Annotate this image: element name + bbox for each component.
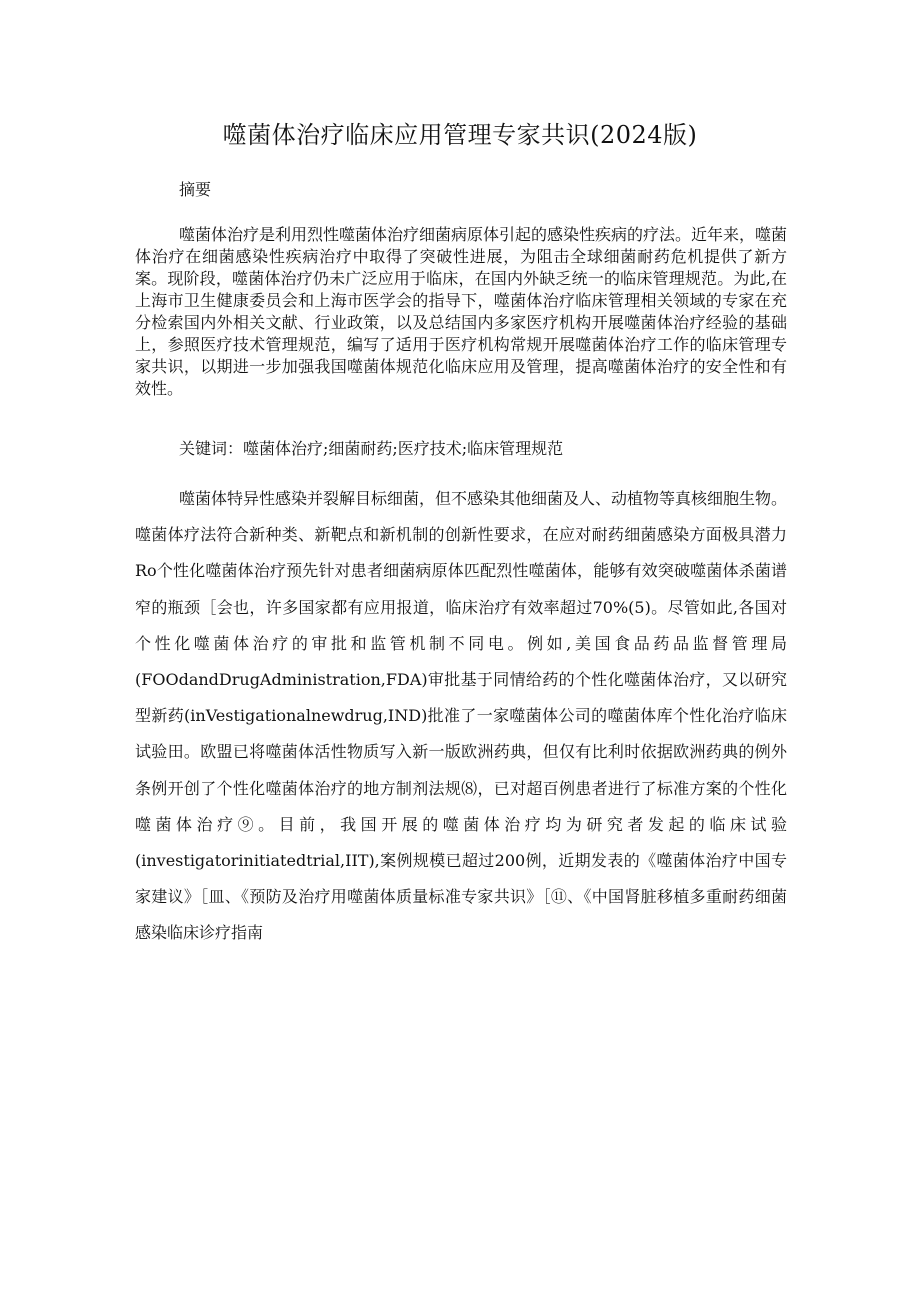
keywords-line: 关键词：噬菌体治疗;细菌耐药;医疗技术;临床管理规范 — [179, 439, 564, 458]
body-paragraph: 噬菌体特异性感染并裂解目标细菌，但不感染其他细菌及人、动植物等真核细胞生物。噬菌体疗法符合新种类、新靶点和新机制的创新性要求，在应对耐药细菌感染方面极具潜力Ro个性化噬菌体治疗预先针对患者细菌病原体匹配烈性噬菌体，能够有效突破噬菌体杀菌谱窄的瓶颈［会也，许多国家都有应用报道，临床治疗有效率超过70%(5)。尽管如此,各国对个性化噬菌体治疗的审批和监管机制不同电。例如,美国食品药品监督管理局(FOOdandDrugAdministration,FDA)审批基于同情给药的个性化噬菌体治疗，又以研究型新药(inVestigationalnewdrug,IND)批准了一家噬菌体公司的噬菌体库个性化治疗临床试验田。欧盟已将噬菌体活性物质写入新一版欧洲药典，但仅有比利时依据欧洲药典的例外条例开创了个性化噬菌体治疗的地方制剂法规⑻，已对超百例患者进行了标准方案的个性化噬菌体治疗⑨。目前，我国开展的噬菌体治疗均为研究者发起的临床试验(investigatorinitiatedtrial,IIT),案例规模已超过200例，近期发表的《噬菌体治疗中国专家建议》［皿、《预防及治疗用噬菌体质量标准专家共识》［⑪、《中国肾脏移植多重耐药细菌感染临床诊疗指南 — [135, 489, 788, 943]
abstract-heading: 摘要 — [179, 180, 212, 199]
page-title: 噬菌体治疗临床应用管理专家共识(2024版) — [222, 121, 698, 149]
abstract-paragraph: 噬菌体治疗是利用烈性噬菌体治疗细菌病原体引起的感染性疾病的疗法。近年来，噬菌体治疗在细菌感染性疾病治疗中取得了突破性进展，为阻击全球细菌耐药危机提供了新方案。现阶段，噬菌体治疗仍未广泛应用于临床，在国内外缺乏统一的临床管理规范。为此,在上海市卫生健康委员会和上海市医学会的指导下，噬菌体治疗临床管理相关领域的专家在充分检索国内外相关文献、行业政策，以及总结国内多家医疗机构开展噬菌体治疗经验的基础上，参照医疗技术管理规范，编写了适用于医疗机构常规开展噬菌体治疗工作的临床管理专家共识，以期进一步加强我国噬菌体规范化临床应用及管理，提高噬菌体治疗的安全性和有效性。 — [135, 225, 788, 398]
